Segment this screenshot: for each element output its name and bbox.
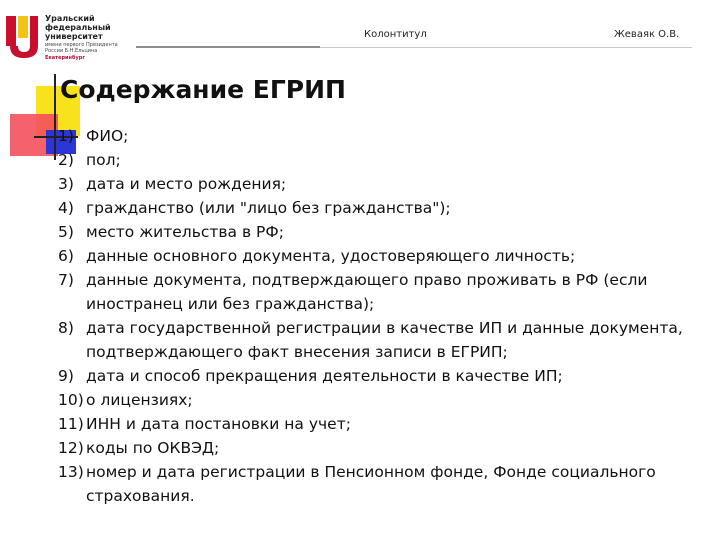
item-number: 10) [58, 391, 84, 409]
header-divider [136, 46, 320, 48]
item-text: гражданство (или "лицо без гражданства"); [86, 199, 451, 217]
logo-line-1: Уральский [45, 14, 95, 23]
list-item [58, 364, 698, 388]
logo-institute: имени первого Президента России Б.Н.Ельцина [45, 42, 118, 54]
item-number: 11) [58, 415, 84, 433]
item-number: 8) [58, 319, 74, 337]
decor-vertical-line [54, 74, 56, 160]
list-item [58, 412, 698, 436]
list-item [58, 196, 698, 220]
item-number: 6) [58, 247, 74, 265]
list-item [58, 172, 698, 196]
item-number: 3) [58, 175, 74, 193]
item-number: 2) [58, 151, 74, 169]
list-item [58, 244, 698, 268]
logo-line-3: университет [45, 32, 103, 41]
item-text: дата государственной регистрации в качестве ИП и данные документа, подтверждающего факт внесения записи в ЕГРИП; [86, 319, 683, 361]
urfu-logo-icon [4, 12, 44, 62]
item-number: 9) [58, 367, 74, 385]
list-item [58, 436, 698, 460]
header-running-title: Колонтитул [364, 29, 427, 40]
item-number: 12) [58, 439, 84, 457]
item-text: место жительства в РФ; [86, 223, 284, 241]
item-text: ИНН и дата постановки на учет; [86, 415, 351, 433]
slide-title: Содержание ЕГРИП [60, 75, 346, 104]
list-item [58, 388, 698, 412]
item-text: коды по ОКВЭД; [86, 439, 220, 457]
item-text: ФИО; [86, 127, 129, 145]
list-item [58, 460, 698, 508]
item-number: 5) [58, 223, 74, 241]
item-number: 4) [58, 199, 74, 217]
logo-line-2: федеральный [45, 23, 111, 32]
list-item [58, 220, 698, 244]
item-text: пол; [86, 151, 121, 169]
item-text: о лицензиях; [86, 391, 193, 409]
list-item [58, 316, 698, 364]
header-divider-thin [320, 47, 692, 48]
item-number: 13) [58, 463, 84, 481]
content-list [58, 124, 698, 508]
list-item [58, 268, 698, 316]
item-text: номер и дата регистрации в Пенсионном фонде, Фонде социального страхования. [86, 463, 656, 505]
item-number: 1) [58, 127, 74, 145]
item-number: 7) [58, 271, 74, 289]
item-text: дата и место рождения; [86, 175, 287, 193]
logo-text [45, 14, 125, 61]
list-item [58, 148, 698, 172]
item-text: данные основного документа, удостоверяющего личность; [86, 247, 576, 265]
header-author: Жеваяк О.В. [614, 29, 680, 40]
list-item [58, 124, 698, 148]
item-text: данные документа, подтверждающего право проживать в РФ (если иностранец или без гражданства); [86, 271, 648, 313]
item-text: дата и способ прекращения деятельности в качестве ИП; [86, 367, 563, 385]
logo-city: Екатеринбург [45, 55, 85, 61]
